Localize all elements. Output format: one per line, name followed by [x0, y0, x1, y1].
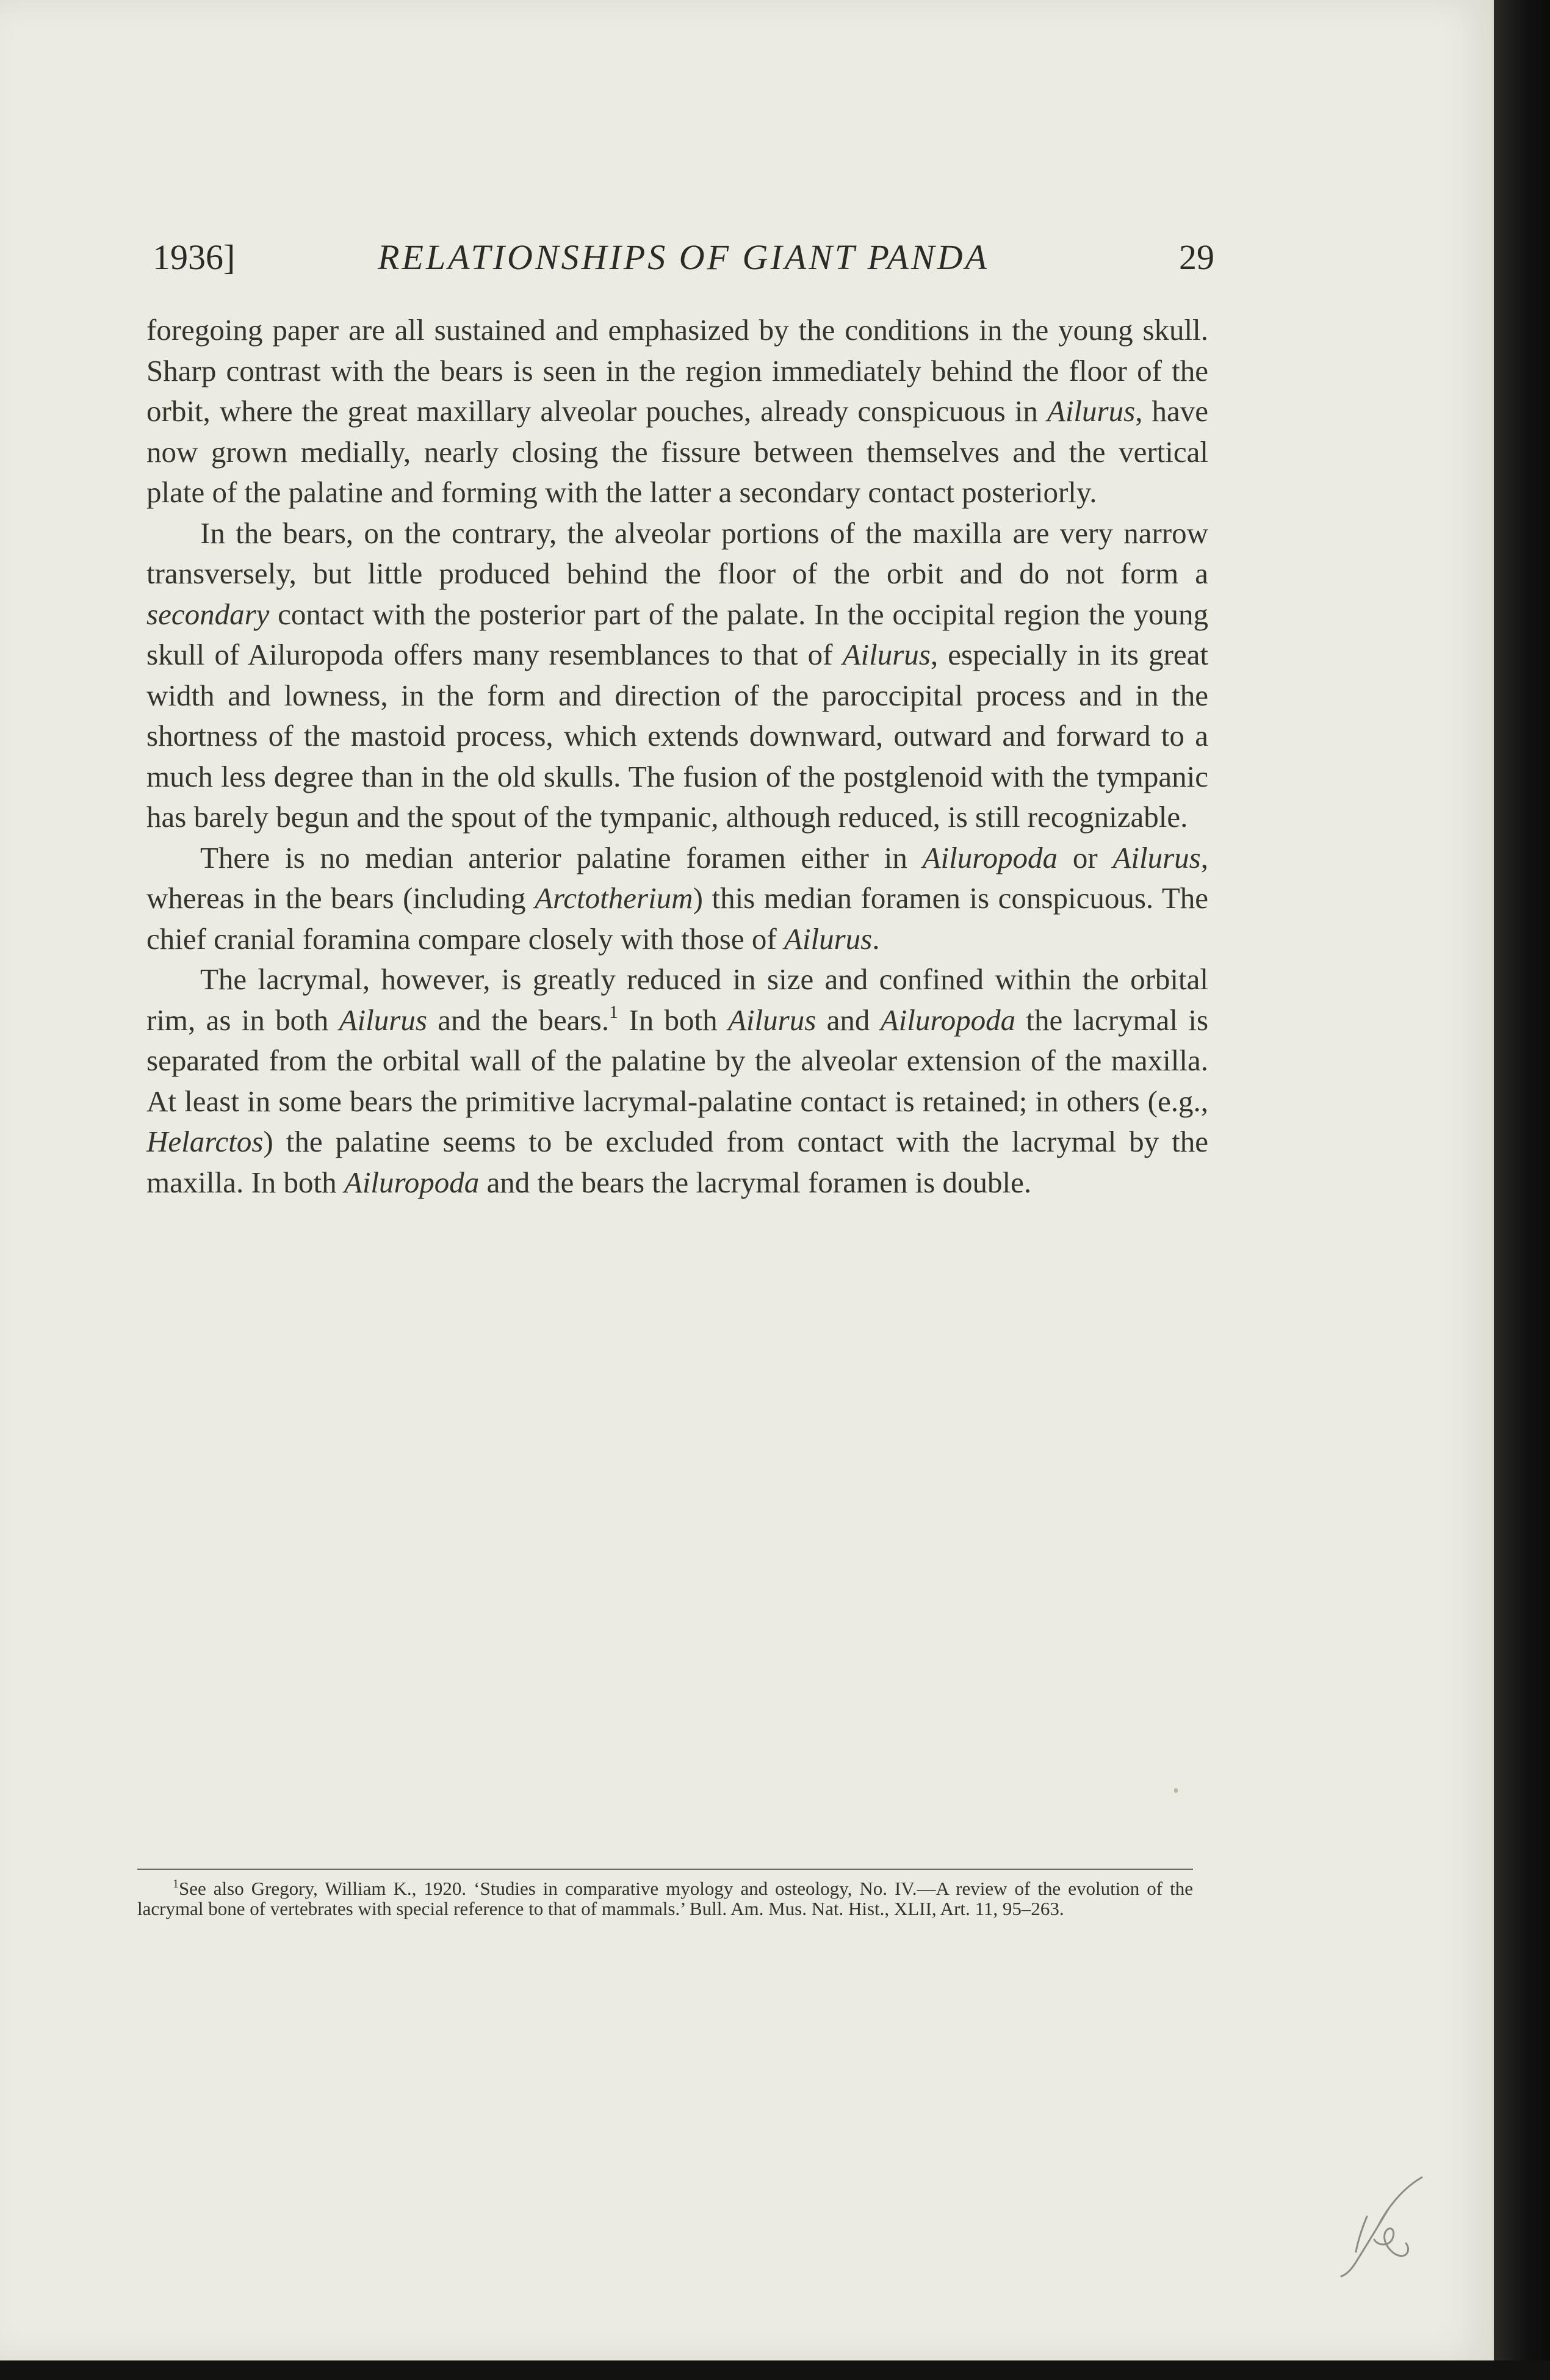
text-run: ) the palatine seems to be excluded from contact with the lacrymal by the maxilla. In both — [146, 1125, 1208, 1199]
footnote-marker: 1 — [173, 1877, 179, 1891]
page-number: 29 — [1179, 237, 1214, 277]
scan-background-bottom — [0, 2360, 1550, 2380]
footnote-text: See also Gregory, William K., 1920. ‘Studies in comparative myology and osteology, No. IV.—A review of the evolution of the lacrymal bone of vertebrates with special reference to that of mammals.’ Bull. Am. Mus. Nat. Hist., XLII, Art. 11, 95–263. — [137, 1878, 1193, 1919]
paper-speck — [1174, 1788, 1178, 1793]
footnote — [137, 1878, 1193, 1919]
text-run: , especially in its great width and lowness, in the form and direction of the paroccipital process and in the shortness of the mastoid process, which extends downward, outward and forward to a much less degree than in the old skulls. The fusion of the postglenoid with the tympanic has barely begun and the spout of the tympanic, although reduced, is still recognizable. — [146, 638, 1208, 834]
italic-term: Ailurus — [842, 638, 931, 671]
text-run: In both — [618, 1003, 728, 1037]
body-paragraph — [146, 310, 1208, 513]
footnote-rule — [137, 1869, 1193, 1870]
text-run: , whereas in the bears (including — [146, 840, 1208, 915]
body-paragraph — [146, 959, 1208, 1203]
text-run: There is no median anterior palatine foramen either in — [200, 840, 923, 874]
italic-term: secondary — [146, 597, 270, 631]
text-run: . — [872, 921, 880, 956]
body-paragraph — [146, 838, 1208, 960]
footnote-reference: 1 — [609, 1001, 619, 1022]
running-title: RELATIONSHIPS OF GIANT PANDA — [378, 237, 989, 277]
scan-background-edge — [1494, 0, 1550, 2380]
text-run: or — [1058, 840, 1113, 874]
page-header — [153, 237, 1214, 286]
text-run: contact with the posterior part of the palate. In the occipital region the young skull of Ailuropoda offers many resemblances to that of — [146, 597, 1208, 671]
italic-term: Ailuropoda — [880, 1003, 1016, 1037]
italic-term: Ailurus — [1112, 840, 1201, 874]
text-run: In the bears, on the contrary, the alveolar portions of the maxilla are very narrow transversely, but little produced behind the floor of the orbit and do not form a — [146, 516, 1208, 590]
text-run: The lacrymal, however, is greatly reduced in size and confined within the orbital rim, as in both — [146, 962, 1208, 1037]
italic-term: Arctotherium — [535, 881, 693, 915]
italic-term: Ailurus — [1047, 394, 1136, 428]
italic-term: Ailuropoda — [344, 1165, 480, 1199]
italic-term: Helarctos — [146, 1125, 264, 1158]
text-run: the lacrymal is separated from the orbital wall of the palatine by the alveolar extension of the maxilla. At least in some bears the primitive lacrymal-palatine contact is retained; in others (e.g., — [146, 1003, 1209, 1118]
body-paragraph — [146, 513, 1208, 838]
text-run: and the bears the lacrymal foramen is double. — [479, 1165, 1032, 1199]
italic-term: Ailurus — [339, 1003, 427, 1037]
text-run: and the bears. — [427, 1003, 610, 1037]
body-text — [146, 310, 1208, 1203]
italic-term: Ailurus — [784, 921, 873, 956]
text-run: ) this median foramen is conspicuous. The chief cranial foramina compare closely with those of — [146, 881, 1208, 956]
header-year: 1936] — [153, 237, 236, 277]
text-run: foregoing paper are all sustained and emphasized by the conditions in the young skull. Sharp contrast with the bears is seen in the region immediately behind the floor of the orbit, where the great maxillary alveolar pouches, already conspicuous in — [146, 313, 1208, 428]
handwritten-pencil-mark — [1330, 2173, 1440, 2282]
text-run: , have now grown medially, nearly closing the fissure between themselves and the vertical plate of the palatine and forming with the latter a secondary contact posteriorly. — [146, 394, 1209, 509]
italic-term: Ailuropoda — [922, 840, 1058, 874]
italic-term: Ailurus — [728, 1003, 816, 1037]
text-run: and — [816, 1003, 881, 1037]
